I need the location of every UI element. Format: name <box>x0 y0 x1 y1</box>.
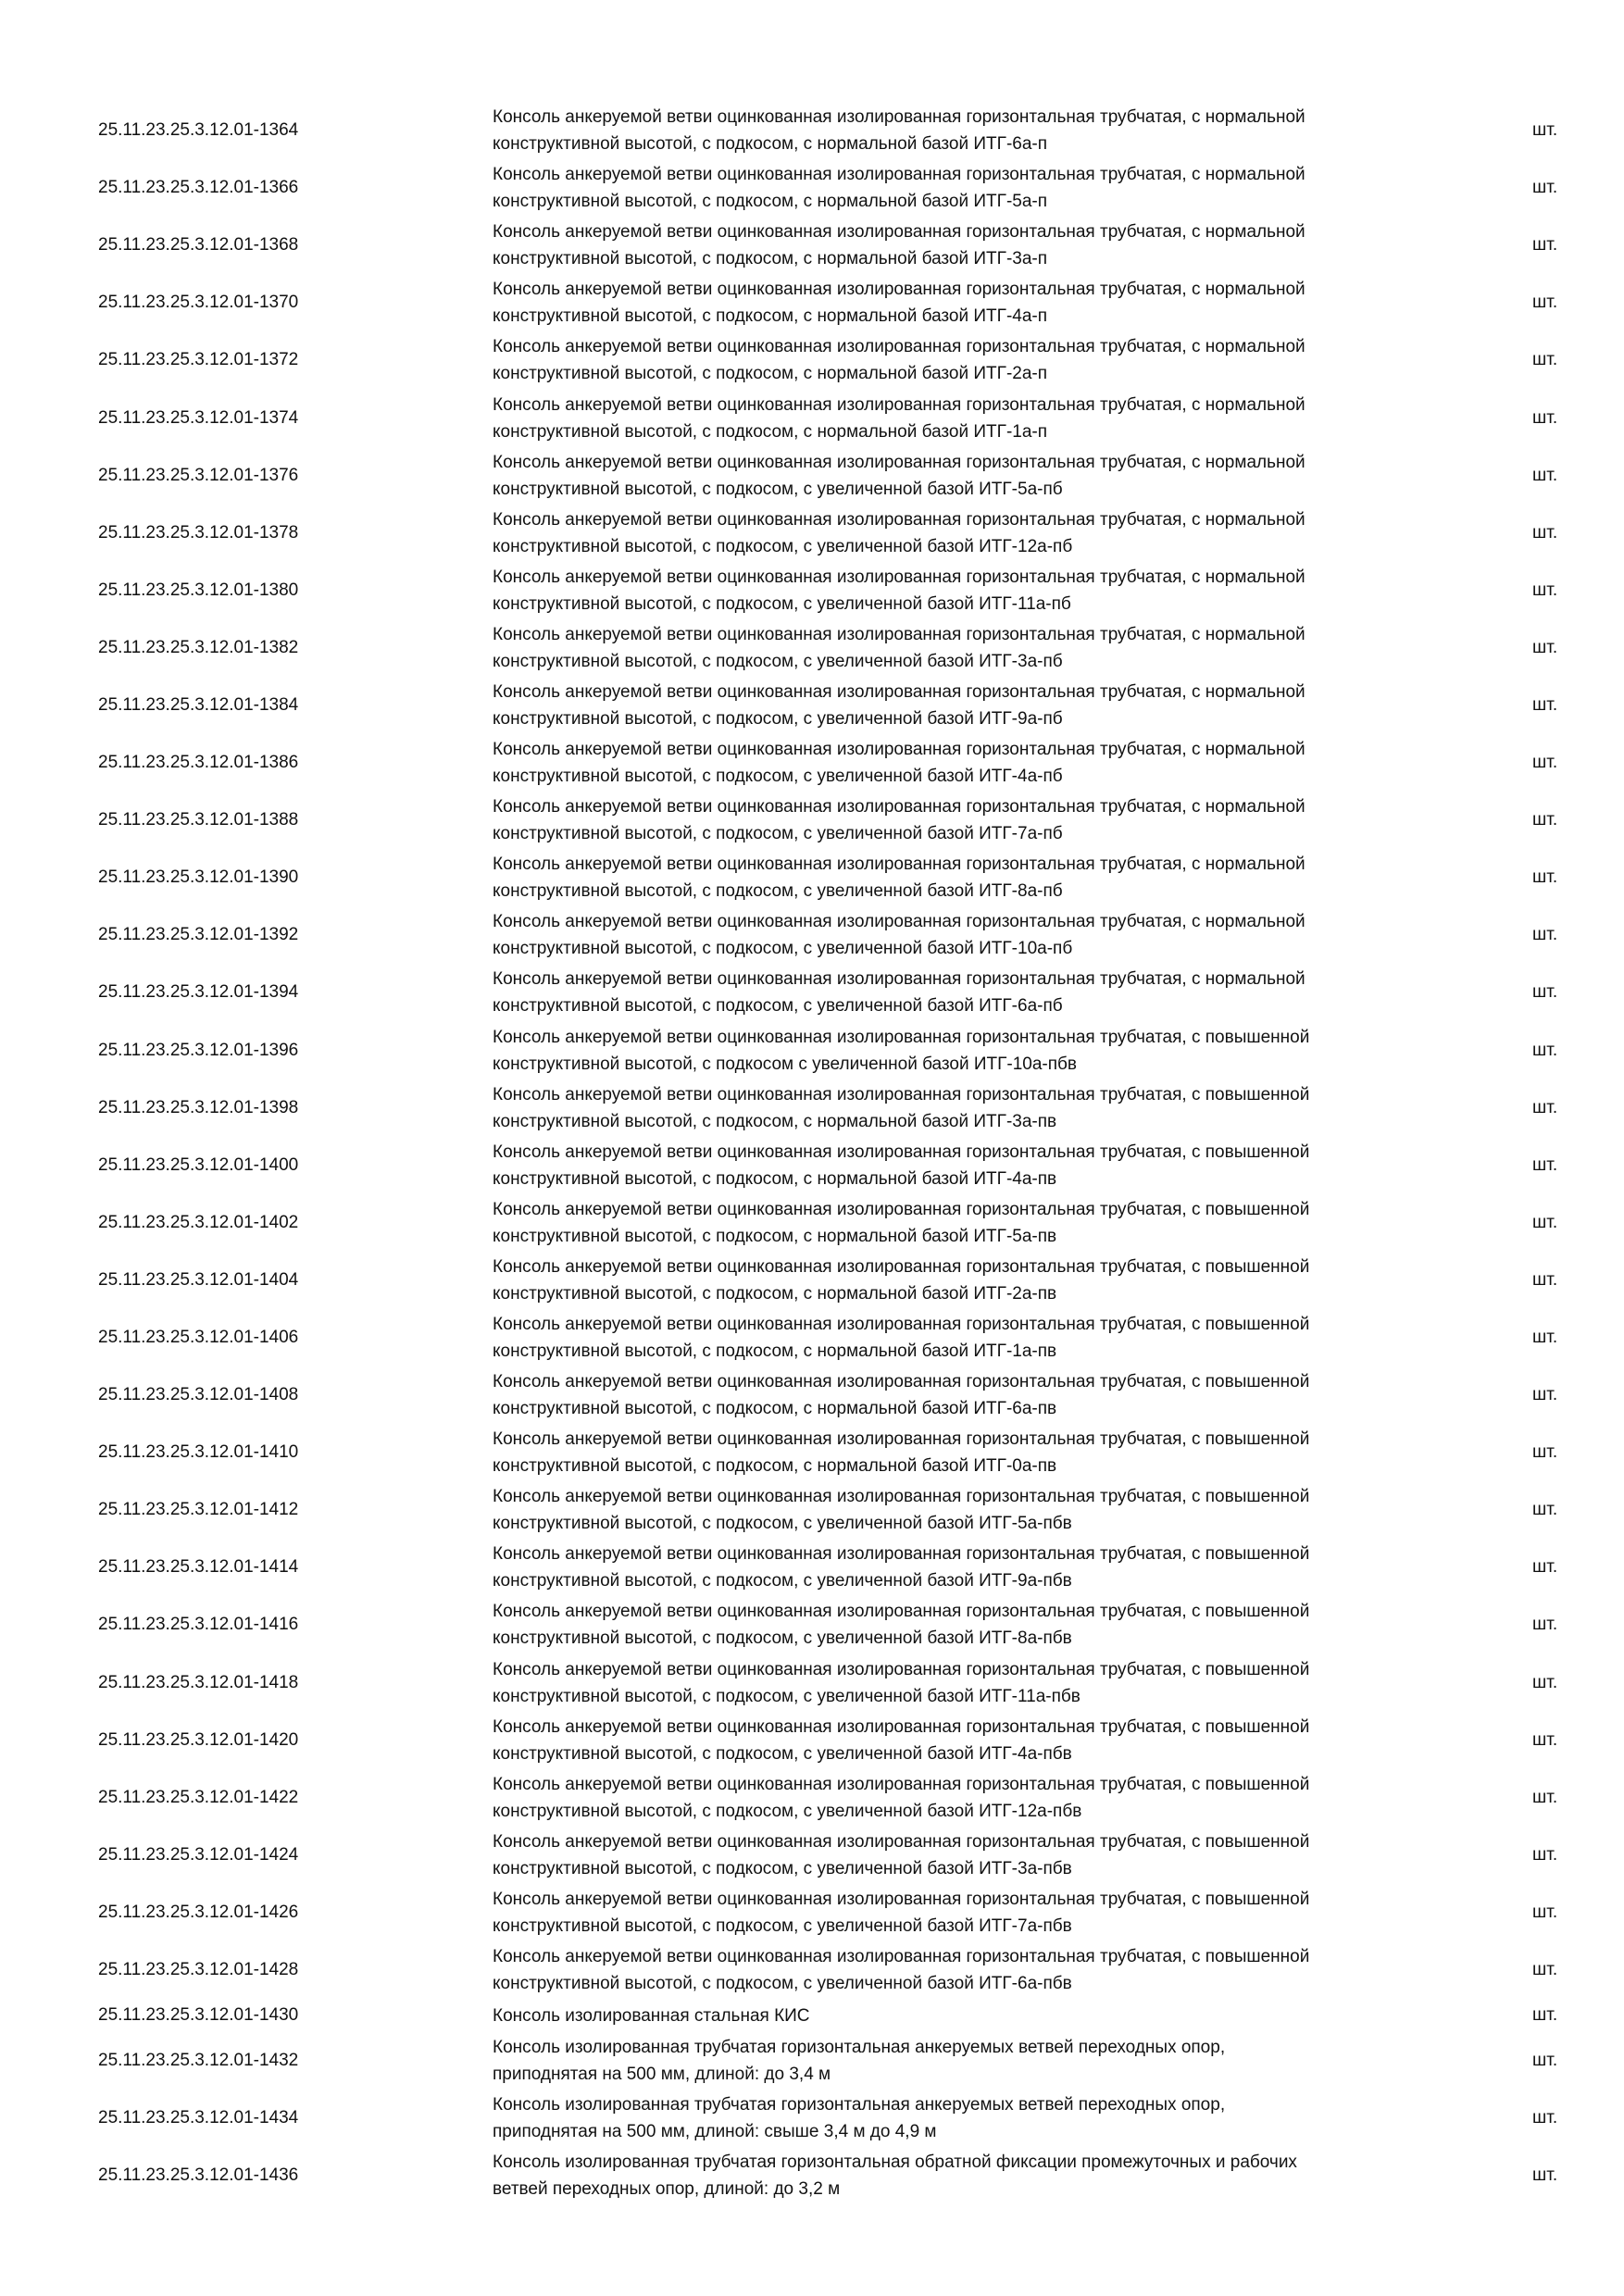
item-unit: шт. <box>1532 1154 1558 1175</box>
item-unit: шт. <box>1532 1729 1558 1750</box>
description-line-1: Консоль изолированная трубчатая горизонтальная обратной фиксации промежуточных и рабочих <box>493 2152 1297 2173</box>
item-description <box>493 1309 1455 1366</box>
description-line-2: конструктивной высотой, с подкосом, с увеличенной базой ИТГ-6а-пб <box>493 996 1063 1017</box>
description-line-1: Консоль анкеруемой ветви оцинкованная изолированная горизонтальная трубчатая, с повышенной <box>493 1889 1310 1909</box>
item-description <box>493 1252 1455 1309</box>
item-description <box>493 1424 1455 1481</box>
table-row <box>0 505 1624 562</box>
description-line-1: Консоль изолированная трубчатая горизонтальная анкеруемых ветвей переходных опор, <box>493 2038 1226 2058</box>
description-line-1: Консоль анкеруемой ветви оцинкованная изолированная горизонтальная трубчатая, с повышенной <box>493 1199 1310 1219</box>
item-unit: шт. <box>1532 1844 1558 1865</box>
item-unit: шт. <box>1532 1787 1558 1807</box>
table-row <box>0 1539 1624 1596</box>
description-line-2: конструктивной высотой, с подкосом, с нормальной базой ИТГ-3а-п <box>493 249 1048 269</box>
description-line-2: конструктивной высотой, с подкосом, с увеличенной базой ИТГ-11а-пбв <box>493 1686 1081 1706</box>
table-row <box>0 1769 1624 1827</box>
item-code: 25.11.23.25.3.12.01-1384 <box>98 694 299 715</box>
description-line-1: Консоль анкеруемой ветви оцинкованная изолированная горизонтальная трубчатая, с повышенной <box>493 1602 1310 1622</box>
table-row <box>0 159 1624 217</box>
item-unit: шт. <box>1532 1212 1558 1232</box>
table-row <box>0 1366 1624 1424</box>
item-code: 25.11.23.25.3.12.01-1406 <box>98 1328 299 1348</box>
table-row <box>0 734 1624 792</box>
item-code: 25.11.23.25.3.12.01-1414 <box>98 1557 299 1578</box>
item-code: 25.11.23.25.3.12.01-1380 <box>98 580 299 600</box>
description-line-2: конструктивной высотой, с подкосом, с увеличенной базой ИТГ-4а-пбв <box>493 1743 1072 1764</box>
table-row <box>0 792 1624 849</box>
item-code: 25.11.23.25.3.12.01-1416 <box>98 1615 299 1635</box>
item-description <box>493 159 1455 217</box>
description-line-1: Консоль анкеруемой ветви оцинкованная изолированная горизонтальная трубчатая, с повышенной <box>493 1256 1310 1277</box>
item-description <box>493 505 1455 562</box>
description-line-1: Консоль анкеруемой ветви оцинкованная изолированная горизонтальная трубчатая, с нормальной <box>493 797 1305 817</box>
item-unit: шт. <box>1532 1500 1558 1520</box>
item-code: 25.11.23.25.3.12.01-1398 <box>98 1097 299 1117</box>
description-line-2: конструктивной высотой, с подкосом, с увеличенной базой ИТГ-12а-пб <box>493 536 1073 556</box>
description-line-1: Консоль анкеруемой ветви оцинкованная изолированная горизонтальная трубчатая, с нормальной <box>493 165 1305 185</box>
item-code: 25.11.23.25.3.12.01-1428 <box>98 1960 299 1980</box>
item-description <box>493 1137 1455 1194</box>
table-row <box>0 389 1624 446</box>
description-line-2: приподнятая на 500 мм, длиной: до 3,4 м <box>493 2065 831 2085</box>
item-unit: шт. <box>1532 293 1558 313</box>
table-row <box>0 331 1624 389</box>
item-description <box>493 1481 1455 1539</box>
item-unit: шт. <box>1532 1328 1558 1348</box>
description-line-1: Консоль анкеруемой ветви оцинкованная изолированная горизонтальная трубчатая, с нормальной <box>493 107 1305 128</box>
description-line-2: конструктивной высотой, с подкосом, с увеличенной базой ИТГ-12а-пбв <box>493 1801 1082 1821</box>
item-code: 25.11.23.25.3.12.01-1424 <box>98 1844 299 1865</box>
item-code: 25.11.23.25.3.12.01-1408 <box>98 1385 299 1405</box>
table-row <box>0 1941 1624 1999</box>
item-code: 25.11.23.25.3.12.01-1392 <box>98 925 299 945</box>
item-code: 25.11.23.25.3.12.01-1394 <box>98 982 299 1003</box>
description-line-1: Консоль анкеруемой ветви оцинкованная изолированная горизонтальная трубчатая, с повышенной <box>493 1544 1310 1565</box>
item-code: 25.11.23.25.3.12.01-1400 <box>98 1154 299 1175</box>
item-description <box>493 1539 1455 1596</box>
item-description <box>493 389 1455 446</box>
item-unit: шт. <box>1532 580 1558 600</box>
description-line-2: конструктивной высотой, с подкосом, с нормальной базой ИТГ-2а-п <box>493 364 1048 384</box>
item-description <box>493 1654 1455 1712</box>
item-unit: шт. <box>1532 2108 1558 2128</box>
description-line-1: Консоль анкеруемой ветви оцинкованная изолированная горизонтальная трубчатая, с нормальной <box>493 337 1305 357</box>
item-unit: шт. <box>1532 1385 1558 1405</box>
description-line-1: Консоль анкеруемой ветви оцинкованная изолированная горизонтальная трубчатая, с повышенной <box>493 1372 1310 1392</box>
description-line-2: конструктивной высотой, с подкосом, с увеличенной базой ИТГ-8а-пбв <box>493 1628 1072 1649</box>
item-unit: шт. <box>1532 1269 1558 1290</box>
item-code: 25.11.23.25.3.12.01-1418 <box>98 1672 299 1692</box>
description-line-1: Консоль анкеруемой ветви оцинкованная изолированная горизонтальная трубчатая, с повышенной <box>493 1027 1310 1047</box>
description-line-2: конструктивной высотой, с подкосом, с увеличенной базой ИТГ-9а-пб <box>493 708 1063 729</box>
item-code: 25.11.23.25.3.12.01-1374 <box>98 407 299 428</box>
table-row <box>0 964 1624 1021</box>
item-code: 25.11.23.25.3.12.01-1368 <box>98 235 299 256</box>
item-unit: шт. <box>1532 120 1558 141</box>
item-unit: шт. <box>1532 1040 1558 1060</box>
item-unit: шт. <box>1532 1442 1558 1463</box>
description-line-2: конструктивной высотой, с подкосом, с нормальной базой ИТГ-1а-п <box>493 421 1048 442</box>
description-line-1: Консоль анкеруемой ветви оцинкованная изолированная горизонтальная трубчатая, с нормальной <box>493 681 1305 702</box>
item-description <box>493 1999 1455 2032</box>
description-line-2: конструктивной высотой, с подкосом, с нормальной базой ИТГ-2а-пв <box>493 1283 1057 1304</box>
description-line-1: Консоль анкеруемой ветви оцинкованная изолированная горизонтальная трубчатая, с повышенной <box>493 1947 1310 1967</box>
description-line-1: Консоль анкеруемой ветви оцинкованная изолированная горизонтальная трубчатая, с нормальной <box>493 624 1305 644</box>
item-code: 25.11.23.25.3.12.01-1382 <box>98 637 299 657</box>
item-description <box>493 562 1455 619</box>
description-line-1: Консоль анкеруемой ветви оцинкованная изолированная горизонтальная трубчатая, с нормальной <box>493 222 1305 243</box>
description-line-1: Консоль анкеруемой ветви оцинкованная изолированная горизонтальная трубчатая, с повышенной <box>493 1659 1310 1679</box>
item-unit: шт. <box>1532 1615 1558 1635</box>
item-description <box>493 1079 1455 1137</box>
item-code: 25.11.23.25.3.12.01-1364 <box>98 120 299 141</box>
description-line-2: конструктивной высотой, с подкосом с увеличенной базой ИТГ-10а-пбв <box>493 1054 1078 1074</box>
item-description <box>493 1022 1455 1079</box>
description-line-1: Консоль анкеруемой ветви оцинкованная изолированная горизонтальная трубчатая, с нормальной <box>493 969 1305 990</box>
item-code: 25.11.23.25.3.12.01-1412 <box>98 1500 299 1520</box>
table-row <box>0 1079 1624 1137</box>
table-row <box>0 102 1624 159</box>
item-description <box>493 331 1455 389</box>
description-line-1: Консоль анкеруемой ветви оцинкованная изолированная горизонтальная трубчатая, с повышенной <box>493 1487 1310 1507</box>
item-code: 25.11.23.25.3.12.01-1404 <box>98 1269 299 1290</box>
item-code: 25.11.23.25.3.12.01-1436 <box>98 2165 299 2186</box>
description-line-2: конструктивной высотой, с подкосом, с увеличенной базой ИТГ-4а-пб <box>493 767 1063 787</box>
description-line-2: приподнятая на 500 мм, длиной: свыше 3,4 м до 4,9 м <box>493 2122 937 2142</box>
item-unit: шт. <box>1532 925 1558 945</box>
item-unit: шт. <box>1532 1557 1558 1578</box>
item-unit: шт. <box>1532 350 1558 370</box>
description-line-2: конструктивной высотой, с подкосом, с нормальной базой ИТГ-6а-пв <box>493 1399 1057 1419</box>
table-row <box>0 1481 1624 1539</box>
item-unit: шт. <box>1532 982 1558 1003</box>
description-line-2: конструктивной высотой, с подкосом, с увеличенной базой ИТГ-11а-пб <box>493 593 1071 614</box>
item-unit: шт. <box>1532 178 1558 198</box>
table-row <box>0 1252 1624 1309</box>
item-description <box>493 1827 1455 1884</box>
description-line-1: Консоль анкеруемой ветви оцинкованная изолированная горизонтальная трубчатая, с повышенной <box>493 1315 1310 1335</box>
table-row <box>0 1999 1624 2032</box>
item-unit: шт. <box>1532 694 1558 715</box>
item-code: 25.11.23.25.3.12.01-1388 <box>98 810 299 830</box>
item-description <box>493 1194 1455 1252</box>
item-description <box>493 1596 1455 1653</box>
item-description <box>493 1941 1455 1999</box>
description-line-1: Консоль анкеруемой ветви оцинкованная изолированная горизонтальная трубчатая, с повышенной <box>493 1142 1310 1162</box>
item-description <box>493 906 1455 964</box>
item-unit: шт. <box>1532 235 1558 256</box>
description-line-1: Консоль анкеруемой ветви оцинкованная изолированная горизонтальная трубчатая, с повышенной <box>493 1831 1310 1852</box>
item-code: 25.11.23.25.3.12.01-1390 <box>98 867 299 888</box>
item-code: 25.11.23.25.3.12.01-1422 <box>98 1787 299 1807</box>
table-row <box>0 2032 1624 2090</box>
description-line-1: Консоль анкеруемой ветви оцинкованная изолированная горизонтальная трубчатая, с повышенной <box>493 1084 1310 1104</box>
item-code: 25.11.23.25.3.12.01-1432 <box>98 2051 299 2071</box>
item-code: 25.11.23.25.3.12.01-1402 <box>98 1212 299 1232</box>
table-row <box>0 2147 1624 2204</box>
description-line-2: конструктивной высотой, с подкосом, с увеличенной базой ИТГ-3а-пбв <box>493 1858 1072 1878</box>
table-row <box>0 1884 1624 1941</box>
description-line-1: Консоль анкеруемой ветви оцинкованная изолированная горизонтальная трубчатая, с повышенной <box>493 1774 1310 1794</box>
table-row <box>0 1424 1624 1481</box>
description-line-2: конструктивной высотой, с подкосом, с увеличенной базой ИТГ-7а-пб <box>493 824 1063 844</box>
item-unit: шт. <box>1532 637 1558 657</box>
item-description <box>493 102 1455 159</box>
item-code: 25.11.23.25.3.12.01-1396 <box>98 1040 299 1060</box>
description-line-1: Консоль анкеруемой ветви оцинкованная изолированная горизонтальная трубчатая, с нормальной <box>493 280 1305 300</box>
item-code: 25.11.23.25.3.12.01-1386 <box>98 753 299 773</box>
description-line-1: Консоль анкеруемой ветви оцинкованная изолированная горизонтальная трубчатая, с нормальной <box>493 855 1305 875</box>
item-code: 25.11.23.25.3.12.01-1426 <box>98 1902 299 1922</box>
item-unit: шт. <box>1532 1902 1558 1922</box>
description-line-2: конструктивной высотой, с подкосом, с нормальной базой ИТГ-4а-пв <box>493 1168 1057 1189</box>
description-line-2: конструктивной высотой, с подкосом, с нормальной базой ИТГ-4а-п <box>493 306 1048 327</box>
item-description <box>493 2032 1455 2090</box>
description-line-2: конструктивной высотой, с подкосом, с нормальной базой ИТГ-3а-пв <box>493 1111 1057 1131</box>
description-line-2: конструктивной высотой, с подкосом, с увеличенной базой ИТГ-7а-пбв <box>493 1915 1072 1936</box>
item-unit: шт. <box>1532 1960 1558 1980</box>
description-line-1: Консоль анкеруемой ветви оцинкованная изолированная горизонтальная трубчатая, с повышенной <box>493 1429 1310 1450</box>
description-line-2: конструктивной высотой, с подкосом, с увеличенной базой ИТГ-10а-пб <box>493 939 1073 959</box>
table-row <box>0 1137 1624 1194</box>
table-row <box>0 1309 1624 1366</box>
item-description <box>493 274 1455 331</box>
item-unit: шт. <box>1532 2005 1558 2026</box>
item-description <box>493 1712 1455 1769</box>
description-line-2: конструктивной высотой, с подкосом, с увеличенной базой ИТГ-9а-пбв <box>493 1571 1072 1591</box>
item-code: 25.11.23.25.3.12.01-1378 <box>98 522 299 543</box>
description-line-2: конструктивной высотой, с подкосом, с увеличенной базой ИТГ-5а-пб <box>493 479 1063 499</box>
item-unit: шт. <box>1532 1672 1558 1692</box>
item-description <box>493 849 1455 906</box>
description-line-2: конструктивной высотой, с подкосом, с нормальной базой ИТГ-6а-п <box>493 134 1048 155</box>
table-row <box>0 1194 1624 1252</box>
item-description <box>493 1769 1455 1827</box>
item-code: 25.11.23.25.3.12.01-1366 <box>98 178 299 198</box>
price-table <box>0 102 1624 2204</box>
description-line-2: конструктивной высотой, с подкосом, с увеличенной базой ИТГ-6а-пбв <box>493 1974 1072 1994</box>
description-line-1: Консоль анкеруемой ветви оцинкованная изолированная горизонтальная трубчатая, с нормальной <box>493 740 1305 760</box>
item-code: 25.11.23.25.3.12.01-1370 <box>98 293 299 313</box>
item-unit: шт. <box>1532 522 1558 543</box>
table-row <box>0 217 1624 274</box>
description-line-2: конструктивной высотой, с подкосом, с увеличенной базой ИТГ-3а-пб <box>493 651 1063 671</box>
item-description <box>493 734 1455 792</box>
item-code: 25.11.23.25.3.12.01-1430 <box>98 2005 299 2026</box>
item-description <box>493 217 1455 274</box>
description-line-2: конструктивной высотой, с подкосом, с увеличенной базой ИТГ-5а-пбв <box>493 1514 1072 1534</box>
item-description <box>493 619 1455 677</box>
item-code: 25.11.23.25.3.12.01-1372 <box>98 350 299 370</box>
item-unit: шт. <box>1532 1097 1558 1117</box>
description-line-1: Консоль анкеруемой ветви оцинкованная изолированная горизонтальная трубчатая, с нормальной <box>493 509 1305 530</box>
item-unit: шт. <box>1532 2051 1558 2071</box>
description-line-2: конструктивной высотой, с подкосом, с нормальной базой ИТГ-5а-пв <box>493 1226 1057 1246</box>
item-description <box>493 447 1455 505</box>
table-row <box>0 677 1624 734</box>
table-row <box>0 906 1624 964</box>
table-row <box>0 1654 1624 1712</box>
description-line-1: Консоль анкеруемой ветви оцинкованная изолированная горизонтальная трубчатая, с нормальной <box>493 912 1305 932</box>
description-line-1: Консоль анкеруемой ветви оцинкованная изолированная горизонтальная трубчатая, с нормальной <box>493 567 1305 587</box>
table-row <box>0 1712 1624 1769</box>
table-row <box>0 1596 1624 1653</box>
description-line-1: Консоль анкеруемой ветви оцинкованная изолированная горизонтальная трубчатая, с нормальной <box>493 452 1305 472</box>
description-line-1: Консоль изолированная стальная КИС <box>493 2005 810 2026</box>
table-row <box>0 447 1624 505</box>
table-row <box>0 1022 1624 1079</box>
item-code: 25.11.23.25.3.12.01-1376 <box>98 465 299 485</box>
description-line-2: конструктивной высотой, с подкосом, с нормальной базой ИТГ-1а-пв <box>493 1341 1057 1362</box>
table-row <box>0 1827 1624 1884</box>
item-description <box>493 2147 1455 2204</box>
description-line-1: Консоль анкеруемой ветви оцинкованная изолированная горизонтальная трубчатая, с нормальной <box>493 394 1305 415</box>
description-line-2: конструктивной высотой, с подкосом, с увеличенной базой ИТГ-8а-пб <box>493 881 1063 902</box>
table-row <box>0 849 1624 906</box>
description-line-1: Консоль анкеруемой ветви оцинкованная изолированная горизонтальная трубчатая, с повышенной <box>493 1716 1310 1737</box>
item-unit: шт. <box>1532 465 1558 485</box>
item-description <box>493 2090 1455 2147</box>
item-description <box>493 792 1455 849</box>
table-row <box>0 274 1624 331</box>
item-unit: шт. <box>1532 407 1558 428</box>
item-code: 25.11.23.25.3.12.01-1410 <box>98 1442 299 1463</box>
description-line-2: конструктивной высотой, с подкосом, с нормальной базой ИТГ-0а-пв <box>493 1456 1057 1477</box>
item-description <box>493 964 1455 1021</box>
table-row <box>0 562 1624 619</box>
item-unit: шт. <box>1532 753 1558 773</box>
item-unit: шт. <box>1532 867 1558 888</box>
description-line-1: Консоль изолированная трубчатая горизонтальная анкеруемых ветвей переходных опор, <box>493 2095 1226 2115</box>
item-unit: шт. <box>1532 810 1558 830</box>
item-unit: шт. <box>1532 2165 1558 2186</box>
table-row <box>0 2090 1624 2147</box>
item-description <box>493 677 1455 734</box>
item-description <box>493 1366 1455 1424</box>
item-description <box>493 1884 1455 1941</box>
item-code: 25.11.23.25.3.12.01-1434 <box>98 2108 299 2128</box>
description-line-2: ветвей переходных опор, длиной: до 3,2 м <box>493 2179 841 2200</box>
description-line-2: конструктивной высотой, с подкосом, с нормальной базой ИТГ-5а-п <box>493 192 1048 212</box>
item-code: 25.11.23.25.3.12.01-1420 <box>98 1729 299 1750</box>
table-row <box>0 619 1624 677</box>
